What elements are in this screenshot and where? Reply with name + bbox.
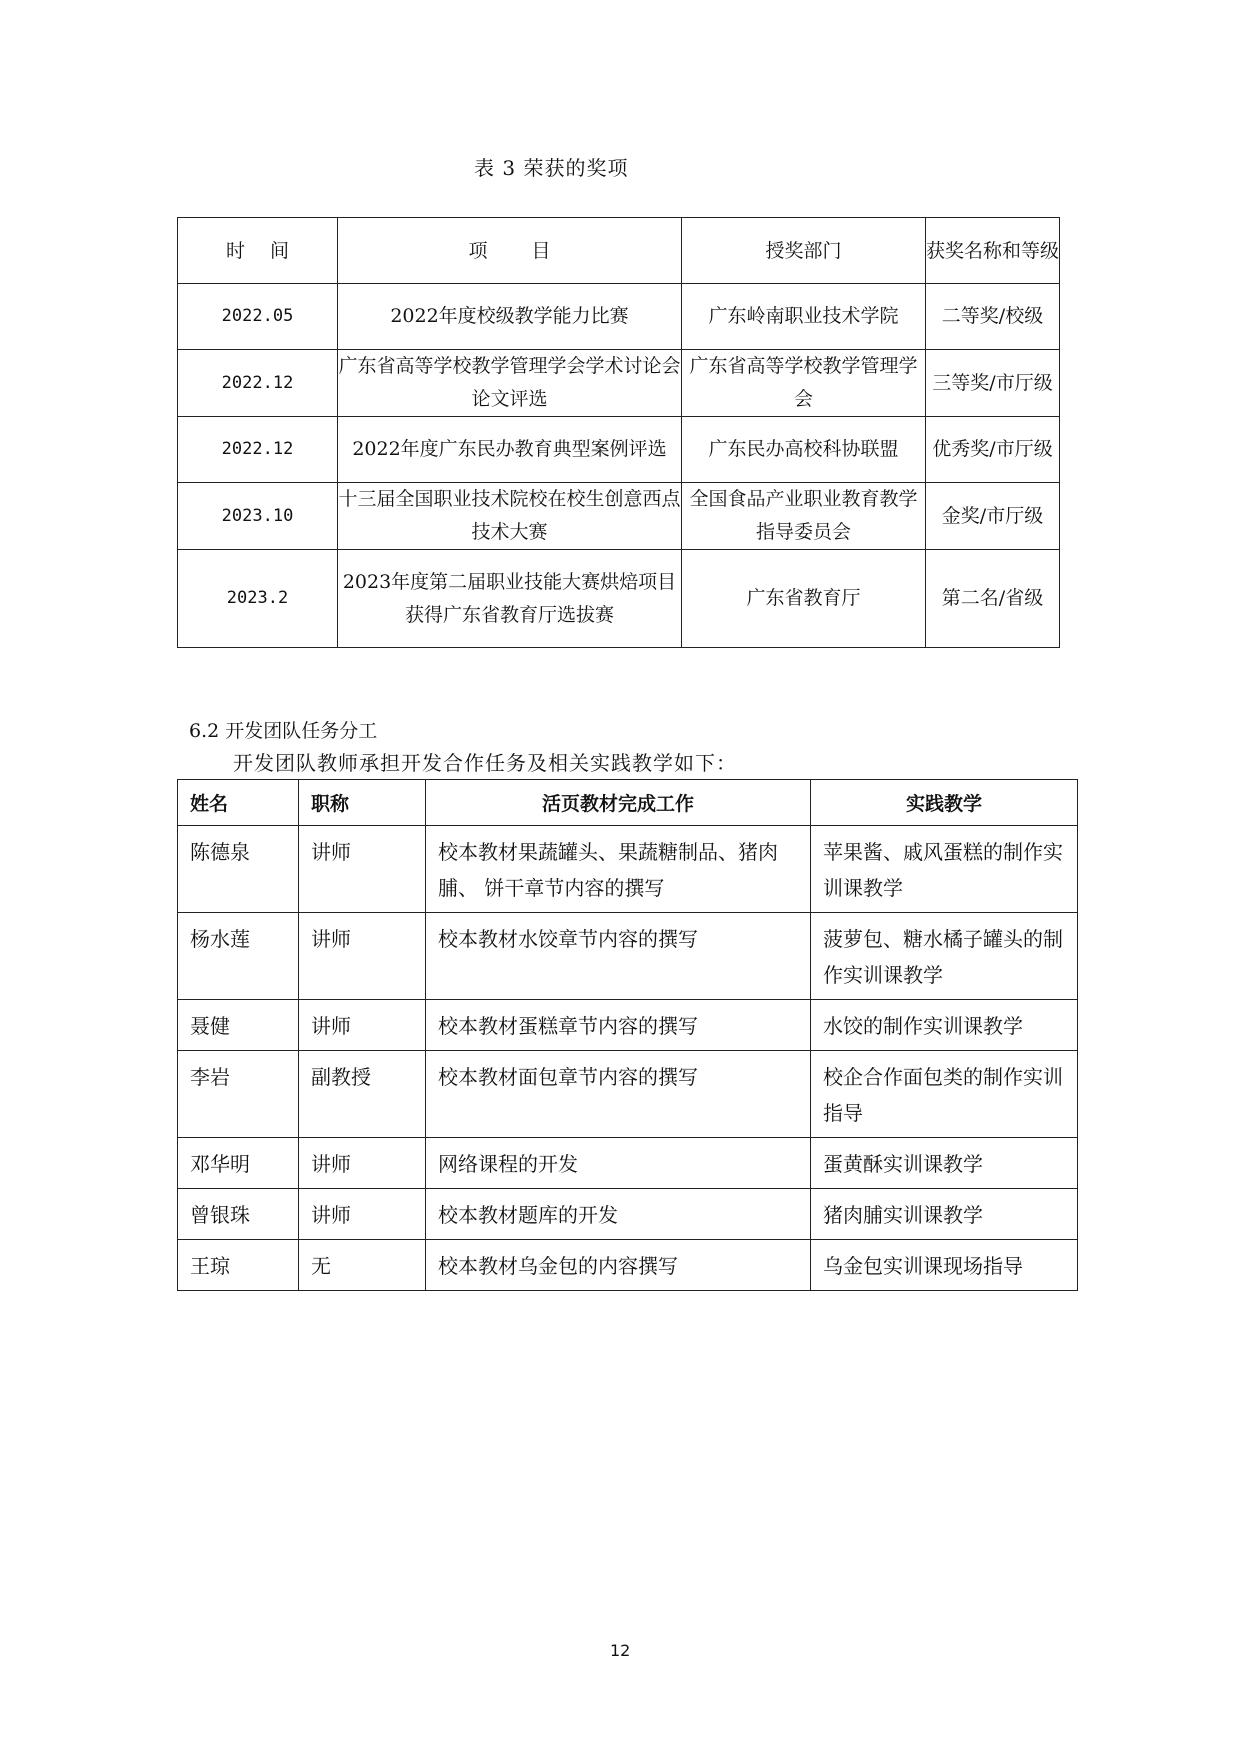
member-title: 讲师 <box>299 1189 426 1240</box>
team-table <box>177 779 1078 1291</box>
member-title: 讲师 <box>299 913 426 1000</box>
member-title: 无 <box>299 1240 426 1291</box>
table-row <box>178 350 1060 417</box>
member-work: 校本教材水饺章节内容的撰写 <box>426 913 811 1000</box>
awards-table <box>177 217 1060 648</box>
award-level: 优秀奖/市厅级 <box>926 417 1060 483</box>
member-practice: 猪肉脯实训课教学 <box>811 1189 1078 1240</box>
award-level: 三等奖/市厅级 <box>926 350 1060 417</box>
table-row <box>178 550 1060 648</box>
header-project: 项 目 <box>338 218 682 284</box>
table-row <box>178 1051 1078 1138</box>
header-title: 职称 <box>299 780 426 826</box>
member-practice: 苹果酱、戚风蛋糕的制作实训课教学 <box>811 826 1078 913</box>
award-date: 2022.05 <box>178 284 338 350</box>
table-row <box>178 826 1078 913</box>
member-name: 邓华明 <box>178 1138 299 1189</box>
member-name: 陈德泉 <box>178 826 299 913</box>
member-title: 讲师 <box>299 826 426 913</box>
table-row <box>178 483 1060 550</box>
award-level: 第二名/省级 <box>926 550 1060 648</box>
page-number: 12 <box>610 1641 631 1660</box>
award-dept: 广东省教育厅 <box>682 550 926 648</box>
table-caption: 表 3 荣获的奖项 <box>474 156 629 180</box>
member-work: 网络课程的开发 <box>426 1138 811 1189</box>
award-project: 2022年度校级教学能力比赛 <box>338 284 682 350</box>
member-name: 曾银珠 <box>178 1189 299 1240</box>
table-row <box>178 417 1060 483</box>
award-date: 2023.2 <box>178 550 338 648</box>
header-time: 时 间 <box>178 218 338 284</box>
member-work: 校本教材题库的开发 <box>426 1189 811 1240</box>
table-row <box>178 284 1060 350</box>
member-work: 校本教材面包章节内容的撰写 <box>426 1051 811 1138</box>
table-row <box>178 1189 1078 1240</box>
member-name: 王琼 <box>178 1240 299 1291</box>
member-work: 校本教材乌金包的内容撰写 <box>426 1240 811 1291</box>
table-row <box>178 913 1078 1000</box>
header-practice: 实践教学 <box>811 780 1078 826</box>
member-title: 讲师 <box>299 1138 426 1189</box>
member-practice: 菠萝包、糖水橘子罐头的制作实训课教学 <box>811 913 1078 1000</box>
award-dept: 广东省高等学校教学管理学会 <box>682 350 926 417</box>
member-work: 校本教材蛋糕章节内容的撰写 <box>426 1000 811 1051</box>
award-project: 2022年度广东民办教育典型案例评选 <box>338 417 682 483</box>
header-dept: 授奖部门 <box>682 218 926 284</box>
member-practice: 蛋黄酥实训课教学 <box>811 1138 1078 1189</box>
award-dept: 广东岭南职业技术学院 <box>682 284 926 350</box>
award-date: 2022.12 <box>178 350 338 417</box>
member-practice: 水饺的制作实训课教学 <box>811 1000 1078 1051</box>
award-dept: 广东民办高校科协联盟 <box>682 417 926 483</box>
table-row <box>178 1240 1078 1291</box>
header-level: 获奖名称和等级 <box>926 218 1060 284</box>
header-name: 姓名 <box>178 780 299 826</box>
member-practice: 乌金包实训课现场指导 <box>811 1240 1078 1291</box>
table-row <box>178 1000 1078 1051</box>
award-project: 2023年度第二届职业技能大赛烘焙项目获得广东省教育厅选拔赛 <box>338 550 682 648</box>
member-practice: 校企合作面包类的制作实训指导 <box>811 1051 1078 1138</box>
member-name: 杨水莲 <box>178 913 299 1000</box>
member-title: 讲师 <box>299 1000 426 1051</box>
award-dept: 全国食品产业职业教育教学指导委员会 <box>682 483 926 550</box>
award-project: 十三届全国职业技术院校在校生创意西点技术大赛 <box>338 483 682 550</box>
header-work: 活页教材完成工作 <box>426 780 811 826</box>
table-header-row <box>178 780 1078 826</box>
award-date: 2022.12 <box>178 417 338 483</box>
table-header-row <box>178 218 1060 284</box>
award-date: 2023.10 <box>178 483 338 550</box>
member-name: 聂健 <box>178 1000 299 1051</box>
award-level: 金奖/市厅级 <box>926 483 1060 550</box>
award-project: 广东省高等学校教学管理学会学术讨论会论文评选 <box>338 350 682 417</box>
section-title: 6.2 开发团队任务分工 <box>189 720 378 742</box>
award-level: 二等奖/校级 <box>926 284 1060 350</box>
table-row <box>178 1138 1078 1189</box>
member-name: 李岩 <box>178 1051 299 1138</box>
member-title: 副教授 <box>299 1051 426 1138</box>
section-intro: 开发团队教师承担开发合作任务及相关实践教学如下： <box>233 751 737 775</box>
member-work: 校本教材果蔬罐头、果蔬糖制品、猪肉脯、 饼干章节内容的撰写 <box>426 826 811 913</box>
